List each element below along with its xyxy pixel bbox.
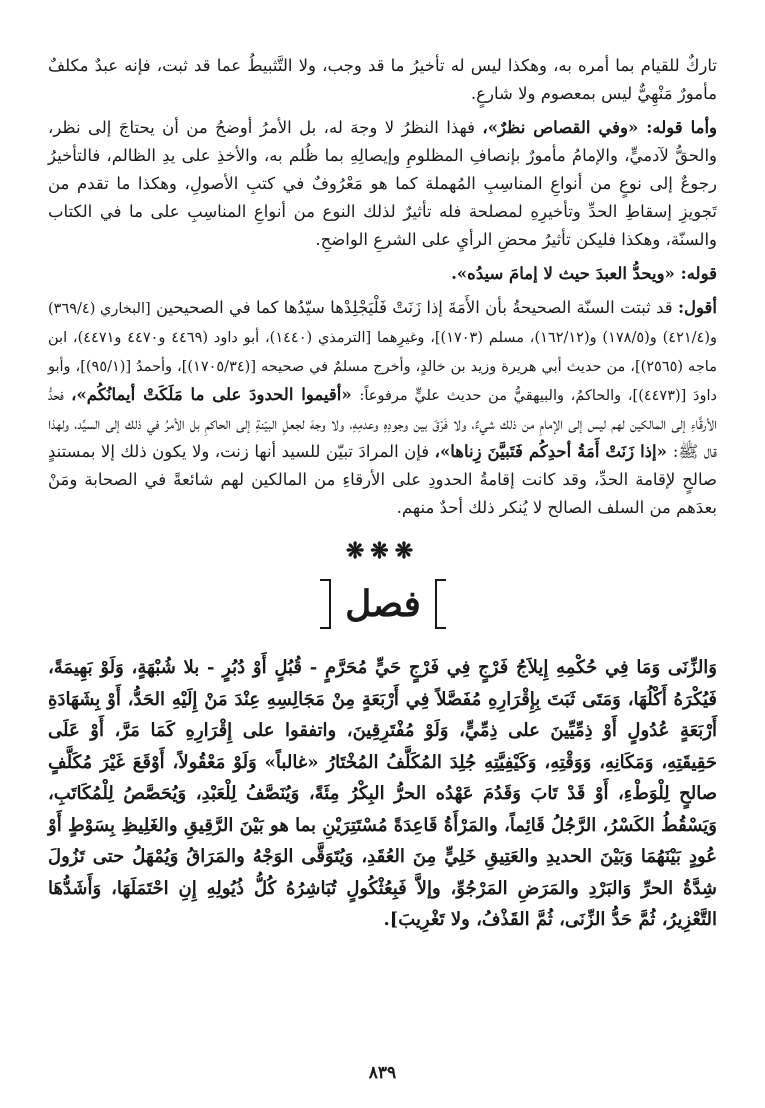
author-marker: أقول:	[677, 298, 718, 317]
quoted-lemma: قوله: «ويحدُّ العبدَ حيث لا إمامَ سيدُه».	[451, 264, 717, 283]
commentary-text: فإن المرادَ تبيّن للسيد أنها زنت، ولا يكون ذلك إلا بمستندٍ صالحٍ لإقامة الحدِّ، وقد كانت إقامةُ الحدودِ على الأرقاءِ من المالكين لهم شائعةً في الصحابة ومَنْ بعدَهم من السلف الصالح لا يُنكر ذلك أحدٌ منهم.	[48, 442, 717, 517]
quoted-lemma: وأما قوله: «وفي القصاص نظرٌ»،	[482, 118, 717, 137]
commentary-text: فهذا النظرُ لا وجهَ له، بل الأمرُ أوضحُ من أن يحتاجَ إلى نظر، والحقُّ لآدميٍّ، والإمامُ مأمورٌ بإنصافِ المظلومِ وإيصالِهِ بما ظُلم به، والأخذِ على يدِ الظالم، فالتأخيرُ رجوعٌ إلى نوعٍ من أنواعِ المناسِبِ المُهملة كما هو مَعْرُوفٌ في كتبِ الأصولِ، وهكذا ما تقدم من تَجويزِ إسقاطِ الحدِّ وتأخيرِهِ لمصلحة فله تأثيرٌ لذلك النوع من أنواعِ المناسِبِ على ما في الكتاب والسنّة، وهكذا فليكن تأثيرُ محضِ الرأيِ على الشرعِ الواضحِ.	[48, 118, 717, 249]
commentary-paragraph	[48, 114, 717, 254]
commentary-paragraph	[48, 294, 717, 522]
commentary-paragraph	[48, 260, 717, 288]
page-body	[48, 52, 717, 936]
hadith-quote: «أقيموا الحدودَ على ما مَلَكَتْ أيمانُكُم»،	[71, 385, 360, 404]
hadith-references: [البخاري (٣٦٩/٤) و(٤٢١/٤) و(١٧٨/٥) و(١٦٢/١٢)، مسلم (١٧٠٣)]، وغيرِهما [الترمذي (١٤٤٠)، أبو داود (٤٤٦٩ و٤٤٧٠ و٤٤٧١)، ابن ماجه (٢٥٦٥)]، من حديث أبي هريرة وزيد بن خالدٍ، وأخرج مسلمٌ في صحيحه [(١٧٠٥/٣٤)]، وأحمدُ [(٩٥/١)]، وأبو داودَ [(٤٤٧٣)]، والحاكمُ، والبيهقيُّ من حديث عليٍّ مرفوعاً:	[48, 301, 717, 404]
main-text-paragraph: وَالزِّنَى وَمَا فِي حُكْمِهِ إِيلاَجُ فَرْجٍ فِي فَرْجٍ حَيٍّ مُحَرَّمٍ - قُبُلٍ أَوْ دُبُرٍ - بلا شُبْهَةٍ، وَلَوْ بَهِيمَةً، فَيُكْرَهُ أَكْلُهَا، وَمَتَى ثَبَتَ بِإِقْرَارِهِ مُفَصَّلاً فِي أَرْبَعَةٍ مِنْ مَجَالِسِهِ عِنْدَ مَنْ إِلَيْهِ الحَدُّ، أَوْ بِشَهَادَةِ أَرْبَعَةٍ عُدُولٍ أَوْ ذِمِّيِّينَ على ذِمِّيٍّ، وَلَوْ مُفْتَرِقِينَ، واتفقوا على إِقْرَارِهِ كَمَا مَرَّ، أَوْ عَلَى حَقِيقَتِهِ، وَمَكَانِهِ، وَوَقْتِهِ، وَكَيْفِيَّتِهِ جُلِدَ المُكَلَّفُ المُخْتَارُ «غالباً» وَلَوْ مَعْقُولاً، أَوْقَعَ غَيْرَ مُكَلَّفٍ صالحٍ لِلْوَطْءِ، أَوْ قَدْ تَابَ وَقَدُمَ عَهْدُه الحرُّ البِكْرُ مِئَةً، وَيُنَصَّفُ لِلْعَبْدِ، وَيُحَصَّصُ لِلْمُكَاتَبِ، وَيَسْقُطُ الكَسْرُ، الرَّجُلُ قَائِماً، والمَرْأَةُ قَاعِدَةً مُسْتَتِرَيْنِ بما هو بَيْنَ الرَّقِيقِ والغَلِيظِ بِسَوْطٍ أَوْ عُودٍ بَيْنَهُمَا وَبَيْنَ الحديدِ والعَتِيقِ خَلِيٍّ مِنَ العُقَدِ، وَيُتَوَقَّى الوَجْهُ والمَرَاقُ وَيُمْهَلُ حتى تَزُولَ شِدَّةُ الحرِّ وَالبَرْدِ والمَرَضِ المَرْجُوِّ، وإلاَّ فَبِعُثْكُولٍ تُبَاشِرُهُ كُلُّ ذُيُولِهِ إِنِ احْتَمَلَهَا، وَأَشَدُّهَا التَّعْزِيرُ، ثُمَّ حَدُّ الزِّنَى، ثُمَّ القَذْفُ، ولا تَغْرِيبَ].	[48, 657, 717, 930]
commentary-text: قد ثبتت السنّة الصحيحةُ بأن الأَمَةَ إذا زَنَتْ فَلْيَجْلِدْها سيّدُها كما في الصحيحين	[150, 298, 678, 317]
page-number: ٨٣٩	[368, 1063, 397, 1083]
commentary-paragraph: تاركٌ للقيام بما أمره به، وهكذا ليس له تأخيرُ ما قد وجب، ولا التَّثبيطُ عما قد ثبت، فإنه عبدٌ مكلفٌ مأمورٌ مَنْهِيٌّ ليس بمعصوم ولا شارعٍ.	[48, 56, 717, 103]
section-heading-wrap	[48, 570, 717, 640]
section-heading: فصل	[344, 583, 421, 625]
heading-bracket-ornament	[308, 570, 458, 638]
commentary	[48, 52, 717, 522]
commentary-text: فحدُّ الأرقَّاءِ إلى المالكين لهم ليس إلى الإمامِ من ذلك شيءٌ، ولا فَرْقَ بين وجودِهِ وعدمِهِ، ولا وجهَ لجعلِ البيّنةِ إلى الحاكمِ بل الأمرُ في ذلك إلى السيِّد، ولهذا قال ﷺ:	[48, 385, 717, 461]
section-divider: ❋❋❋	[345, 538, 420, 564]
main-text	[48, 652, 717, 936]
hadith-quote: «إذا زَنَتْ أَمَةُ أحدِكُم فَتَبيَّنَ زِناها»،	[434, 442, 673, 461]
